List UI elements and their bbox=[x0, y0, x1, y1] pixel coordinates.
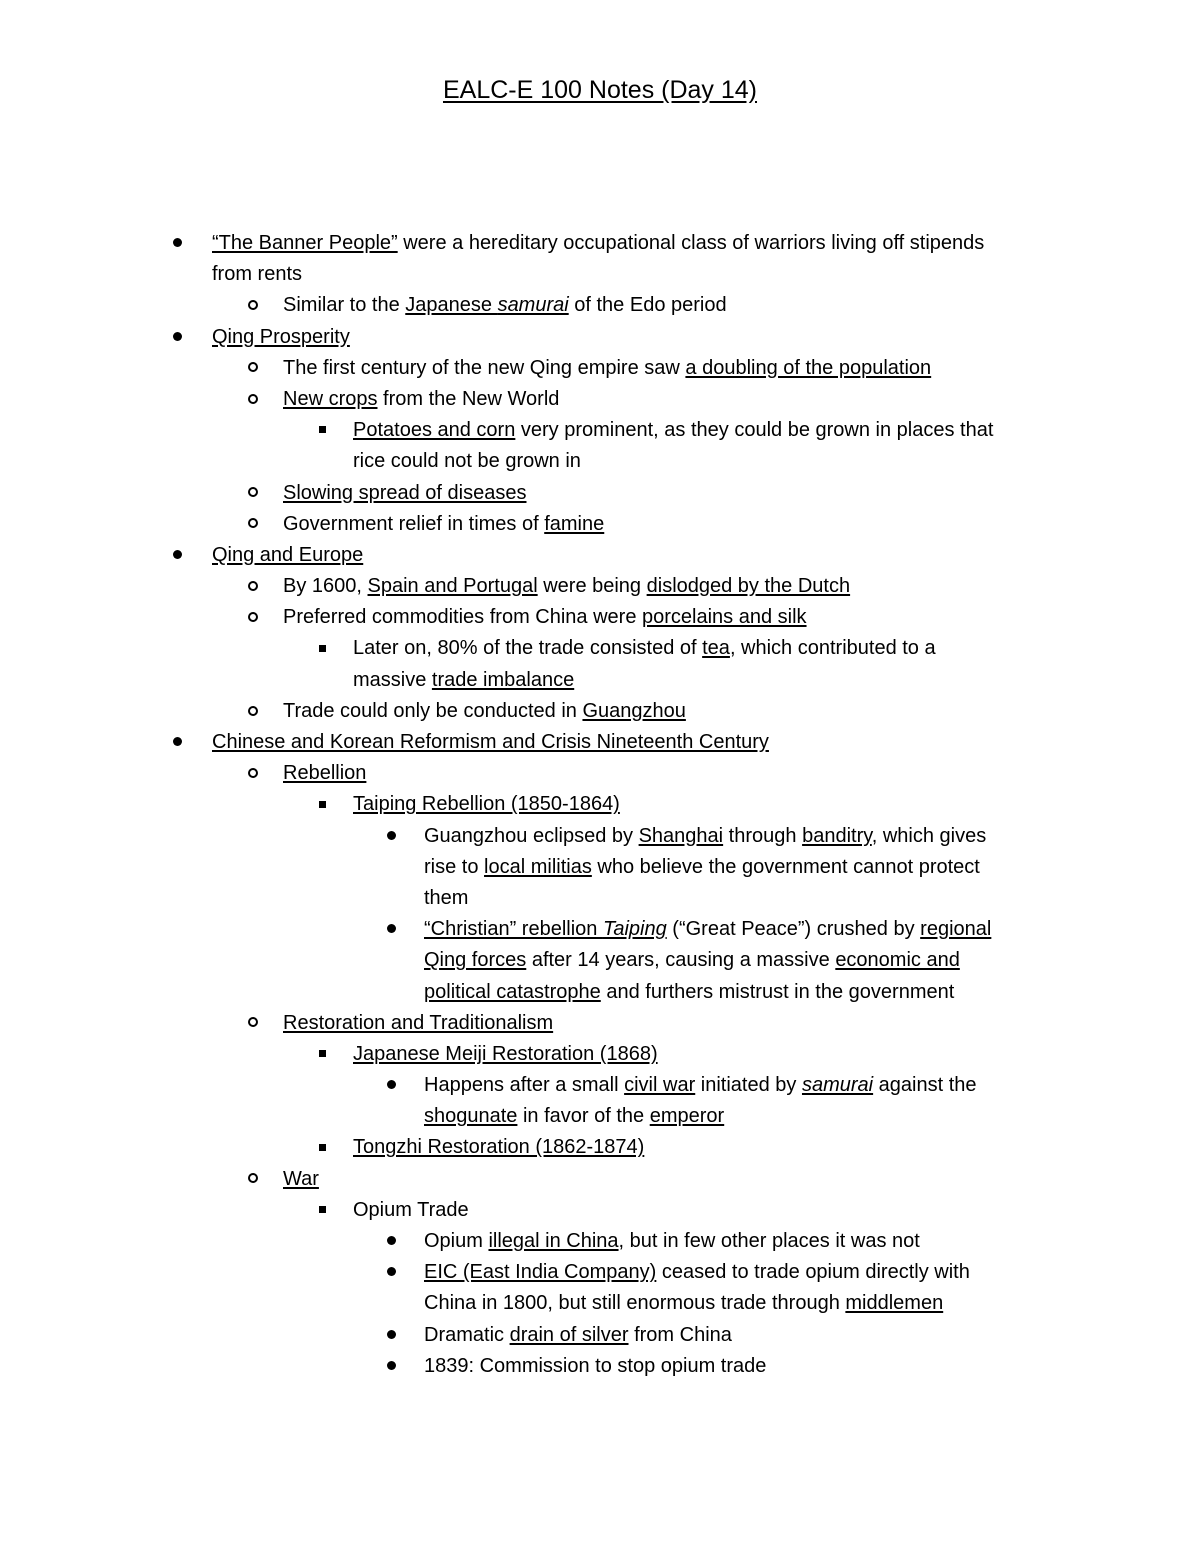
key-term: EIC (East India Company) bbox=[424, 1261, 657, 1284]
bullet-square-icon bbox=[319, 1132, 326, 1163]
key-term: drain of silver bbox=[509, 1323, 629, 1346]
bullet-dot-icon bbox=[387, 1257, 396, 1288]
key-term: “The Banner People” bbox=[212, 232, 398, 254]
bullet-circle-icon bbox=[248, 478, 258, 509]
key-term: “Christian” rebellion Taiping bbox=[424, 918, 667, 941]
bullet-dot-icon bbox=[387, 821, 396, 852]
subsection-heading: War bbox=[283, 1167, 319, 1190]
list-item bbox=[0, 1164, 1200, 1195]
bullet-square-icon bbox=[319, 415, 326, 446]
bullet-square-icon bbox=[319, 1039, 326, 1070]
key-term: shogunate bbox=[424, 1105, 518, 1128]
key-term: emperor bbox=[649, 1105, 725, 1128]
list-item: 1839: Commission to stop opium trade bbox=[0, 1351, 1200, 1382]
key-term: Japanese Meiji Restoration (1868) bbox=[353, 1042, 658, 1065]
list-item bbox=[0, 789, 1200, 820]
key-term: illegal in China bbox=[488, 1230, 619, 1252]
key-term: dislodged by the Dutch bbox=[646, 575, 851, 598]
list-item: Opium Trade bbox=[0, 1195, 1200, 1226]
bullet-dot-icon bbox=[173, 727, 182, 758]
list-item-continuation: rise to local militias who believe the government cannot protect bbox=[424, 855, 980, 878]
section-heading: Qing and Europe bbox=[212, 543, 364, 566]
list-item: Potatoes and corn very prominent, as they could be grown in places that bbox=[0, 415, 1200, 446]
key-term: civil war bbox=[624, 1074, 696, 1097]
key-term: Qing forces bbox=[424, 949, 527, 972]
section-heading: Qing Prosperity bbox=[212, 325, 350, 348]
bullet-circle-icon bbox=[248, 1008, 258, 1039]
key-term: samurai bbox=[801, 1074, 874, 1097]
bullet-square-icon bbox=[319, 633, 326, 664]
bullet-dot-icon bbox=[387, 914, 396, 945]
bullet-dot-icon bbox=[387, 1070, 396, 1101]
list-item: Preferred commodities from China were porcelains and silk bbox=[0, 602, 1200, 633]
bullet-dot-icon bbox=[173, 540, 182, 571]
key-term: Spain and Portugal bbox=[367, 575, 538, 598]
list-item bbox=[0, 758, 1200, 789]
list-item-continuation: political catastrophe and furthers mistrust in the government bbox=[424, 980, 955, 1003]
bullet-circle-icon bbox=[248, 1164, 258, 1195]
key-term: banditry bbox=[802, 824, 872, 847]
bullet-circle-icon bbox=[248, 696, 258, 727]
key-term: political catastrophe bbox=[424, 980, 601, 1003]
list-item-continuation: China in 1800, but still enormous trade through middlemen bbox=[424, 1292, 944, 1315]
bullet-dot-icon bbox=[387, 1320, 396, 1351]
key-term: Shanghai bbox=[638, 824, 724, 847]
list-item bbox=[0, 1008, 1200, 1039]
list-item: Happens after a small civil war initiated by samurai against the bbox=[0, 1070, 1200, 1101]
list-item: Government relief in times of famine bbox=[0, 509, 1200, 540]
bullet-circle-icon bbox=[248, 571, 258, 602]
list-item: Later on, 80% of the trade consisted of tea, which contributed to a bbox=[0, 633, 1200, 664]
list-item-continuation: massive trade imbalance bbox=[353, 668, 575, 691]
list-item: EIC (East India Company) ceased to trade opium directly with bbox=[0, 1257, 1200, 1288]
key-term: Guangzhou bbox=[582, 699, 686, 722]
key-term: economic and bbox=[835, 949, 960, 972]
list-item: Trade could only be conducted in Guangzhou bbox=[0, 696, 1200, 727]
list-item bbox=[0, 1132, 1200, 1163]
bullet-circle-icon bbox=[248, 509, 258, 540]
key-term: a doubling of the population bbox=[685, 356, 932, 379]
key-term: Taiping Rebellion (1850-1864) bbox=[353, 793, 620, 816]
bullet-square-icon bbox=[319, 789, 326, 820]
bullet-circle-icon bbox=[248, 602, 258, 633]
subsection-heading: Rebellion bbox=[283, 762, 367, 785]
bullet-square-icon bbox=[319, 1195, 326, 1226]
list-item bbox=[0, 540, 1200, 571]
bullet-circle-icon bbox=[248, 290, 258, 321]
list-item: The first century of the new Qing empire saw a doubling of the population bbox=[0, 353, 1200, 384]
list-item-continuation: from rents bbox=[212, 263, 303, 286]
page-title: EALC-E 100 Notes (Day 14) bbox=[442, 76, 758, 104]
list-item bbox=[0, 727, 1200, 758]
list-item: Guangzhou eclipsed by Shanghai through banditry, which gives bbox=[0, 821, 1200, 852]
key-term: trade imbalance bbox=[431, 668, 575, 691]
bullet-circle-icon bbox=[248, 353, 258, 384]
notes-outline bbox=[0, 228, 1200, 1382]
list-item: Dramatic drain of silver from China bbox=[0, 1320, 1200, 1351]
bullet-circle-icon bbox=[248, 758, 258, 789]
key-term: local militias bbox=[484, 855, 592, 878]
list-item: “The Banner People” were a hereditary occupational class of warriors living off stipends bbox=[0, 228, 1200, 259]
key-term: famine bbox=[544, 512, 605, 535]
list-item: New crops from the New World bbox=[0, 384, 1200, 415]
bullet-dot-icon bbox=[387, 1351, 396, 1382]
key-term: middlemen bbox=[845, 1292, 944, 1315]
list-item: “Christian” rebellion Taiping (“Great Peace”) crushed by regional bbox=[0, 914, 1200, 945]
key-term: Potatoes and corn bbox=[353, 419, 516, 442]
section-heading: Chinese and Korean Reformism and Crisis Nineteenth Century bbox=[212, 731, 769, 753]
list-item: Opium illegal in China, but in few other places it was not bbox=[0, 1226, 1200, 1257]
bullet-dot-icon bbox=[387, 1226, 396, 1257]
bullet-circle-icon bbox=[248, 384, 258, 415]
bullet-dot-icon bbox=[173, 228, 182, 259]
list-item-continuation: them bbox=[424, 886, 469, 909]
list-item: By 1600, Spain and Portugal were being dislodged by the Dutch bbox=[0, 571, 1200, 602]
list-item bbox=[0, 1039, 1200, 1070]
key-term: Japanese samurai bbox=[405, 294, 569, 317]
key-term: New crops bbox=[283, 387, 378, 410]
list-item-continuation: rice could not be grown in bbox=[353, 450, 581, 473]
list-item-continuation: shogunate in favor of the emperor bbox=[424, 1105, 725, 1128]
list-item-continuation: Qing forces after 14 years, causing a massive economic and bbox=[424, 949, 960, 972]
list-item bbox=[0, 322, 1200, 353]
subsection-heading: Restoration and Traditionalism bbox=[283, 1011, 554, 1034]
key-term: tea bbox=[702, 637, 730, 660]
list-item: Similar to the Japanese samurai of the Edo period bbox=[0, 290, 1200, 321]
key-term: Tongzhi Restoration (1862-1874) bbox=[353, 1136, 645, 1159]
key-term: regional bbox=[920, 918, 992, 941]
key-term: porcelains and silk bbox=[642, 606, 807, 629]
bullet-dot-icon bbox=[173, 322, 182, 353]
list-item bbox=[0, 478, 1200, 509]
key-term: Slowing spread of diseases bbox=[283, 481, 527, 504]
